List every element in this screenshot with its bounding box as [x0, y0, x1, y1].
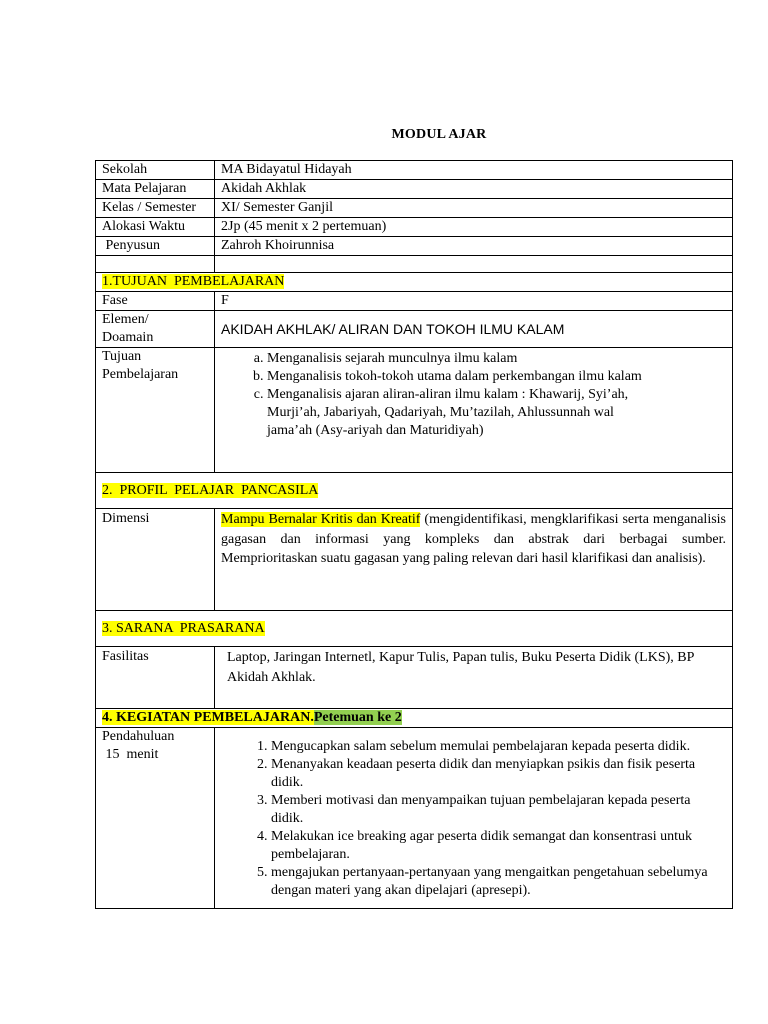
- tujuan-list: [221, 350, 647, 440]
- list-item: c. Menganalisis ajaran aliran-aliran ilmu kalam : Khawarij, Syi’ah, Murji’ah, Jabariyah, Qadariyah, Mu’tazilah, Ahlussunnah wal jama’ah (Asy-ariyah dan Maturidiyah): [267, 386, 647, 440]
- list-item: a. Menganalisis sejarah munculnya ilmu kalam: [267, 350, 647, 368]
- identity-label: Penyusun: [96, 237, 215, 256]
- fasilitas-value: Laptop, Jaringan Internetl, Kapur Tulis, Papan tulis, Buku Peserta Didik (LKS), BP Akidah Akhlak.: [215, 647, 733, 709]
- section-heading-row: [96, 273, 733, 292]
- dimensi-value: Mampu Bernalar Kritis dan Kreatif (mengidentifikasi, mengklarifikasi serta menganalisis gagasan dan informasi yang kompleks dan abstrak dari berbagai sumber. Memprioritaskan suatu gagasan yang paling relevan dari hasil klarifikasi dan analisis).: [215, 509, 733, 611]
- section-heading-sarana: 3. SARANA PRASARANA: [102, 620, 265, 636]
- meeting-badge: Petemuan ke 2: [313, 710, 402, 725]
- elemen-label: Elemen/ Doamain: [96, 311, 215, 348]
- fase-label: Fase: [96, 292, 215, 311]
- section-heading-row: [96, 611, 733, 647]
- tujuan-label: Tujuan Pembelajaran: [96, 348, 215, 473]
- fase-value: F: [215, 292, 733, 311]
- table-row: [96, 218, 733, 237]
- pendahuluan-list: [221, 738, 726, 900]
- section-heading-row: [96, 473, 733, 509]
- table-row: [96, 237, 733, 256]
- list-item: b. Menganalisis tokoh-tokoh utama dalam perkembangan ilmu kalam: [267, 368, 647, 386]
- identity-label: Mata Pelajaran: [96, 180, 215, 199]
- section-heading-row: [96, 709, 733, 728]
- identity-value: 2Jp (45 menit x 2 pertemuan): [215, 218, 733, 237]
- identity-value: Zahroh Khoirunnisa: [215, 237, 733, 256]
- list-item: 1. Mengucapkan salam sebelum memulai pembelajaran kepada peserta didik.: [271, 738, 726, 756]
- elemen-value: AKIDAH AKHLAK/ ALIRAN DAN TOKOH ILMU KALAM: [215, 311, 733, 348]
- fasilitas-label: Fasilitas: [96, 647, 215, 709]
- section-heading-kegiatan: 4. KEGIATAN PEMBELAJARAN.: [102, 710, 314, 725]
- document-title: MODUL AJAR: [391, 127, 487, 142]
- identity-label: Sekolah: [96, 161, 215, 180]
- pendahuluan-label: Pendahuluan 15 menit: [96, 728, 215, 909]
- identity-value: Akidah Akhlak: [215, 180, 733, 199]
- dimensi-label: Dimensi: [96, 509, 215, 611]
- list-item: 3. Memberi motivasi dan menyampaikan tujuan pembelajaran kepada peserta didik.: [271, 792, 726, 828]
- section-heading-profil: 2. PROFIL PELAJAR PANCASILA: [102, 482, 319, 498]
- identity-label: Alokasi Waktu: [96, 218, 215, 237]
- list-item: 4. Melakukan ice breaking agar peserta didik semangat dan konsentrasi untuk pembelajaran.: [271, 828, 726, 864]
- table-row: [96, 180, 733, 199]
- table-row: [96, 509, 733, 611]
- identity-label: Kelas / Semester: [96, 199, 215, 218]
- section-heading-tujuan: 1.TUJUAN PEMBELAJARAN: [102, 274, 285, 289]
- identity-value: XI/ Semester Ganjil: [215, 199, 733, 218]
- table-row: [96, 292, 733, 311]
- spacer-row: [96, 256, 733, 273]
- identity-value: MA Bidayatul Hidayah: [215, 161, 733, 180]
- table-row: [96, 348, 733, 473]
- table-row: [96, 199, 733, 218]
- dimensi-highlight: Mampu Bernalar Kritis dan Kreatif: [221, 512, 421, 527]
- table-row: [96, 311, 733, 348]
- table-row: [96, 161, 733, 180]
- list-item: 5. mengajukan pertanyaan-pertanyaan yang mengaitkan pengetahuan sebelumya dengan materi yang akan dipelajari (apresepi).: [271, 864, 726, 900]
- tujuan-list-cell: [215, 348, 733, 473]
- list-item: 2. Menanyakan keadaan peserta didik dan menyiapkan psikis dan fisik peserta didik.: [271, 756, 726, 792]
- module-table: [95, 160, 733, 909]
- table-row: [96, 728, 733, 909]
- table-row: [96, 647, 733, 709]
- pendahuluan-list-cell: [215, 728, 733, 909]
